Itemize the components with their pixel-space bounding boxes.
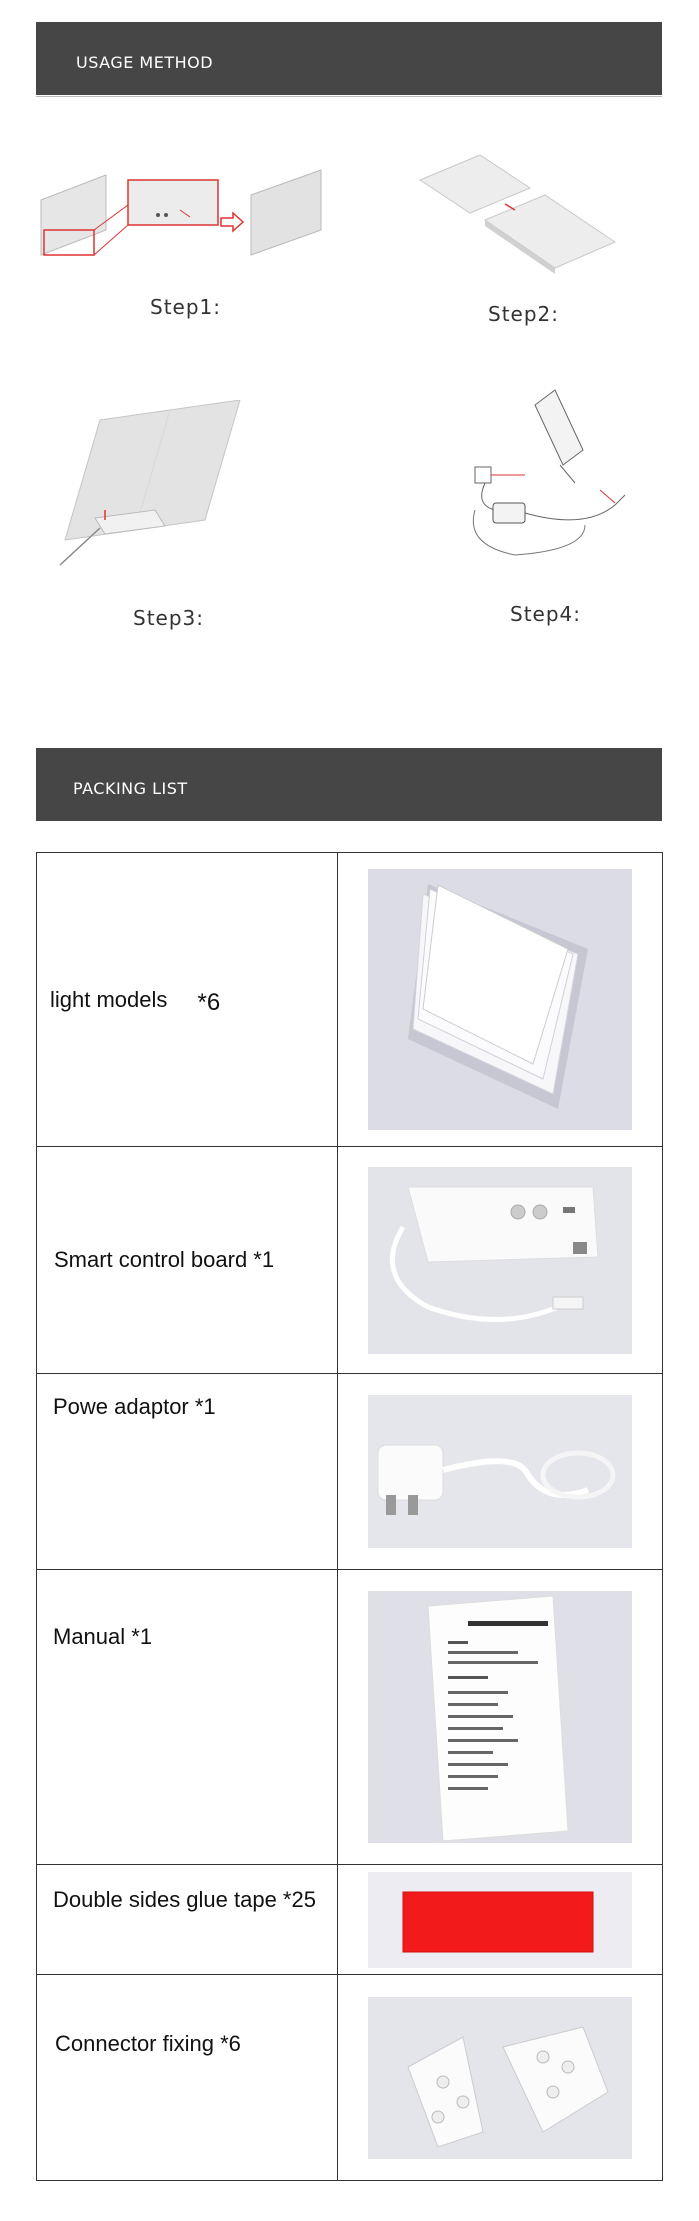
step4-illustration xyxy=(465,385,645,565)
item-name-cell xyxy=(37,853,338,1147)
item-image-cell xyxy=(337,1865,662,1975)
table-row xyxy=(37,853,663,1147)
item-name: Powe adaptor *1 xyxy=(53,1394,216,1419)
control-board-photo xyxy=(368,1167,632,1354)
packing-list-banner xyxy=(36,748,662,821)
stacked-panels-illustration xyxy=(368,869,632,1130)
manual-photo xyxy=(368,1591,632,1843)
item-name-cell xyxy=(37,1147,338,1374)
step3-illustration xyxy=(55,400,255,580)
usage-method-title: USAGE METHOD xyxy=(76,53,214,72)
step1-label: Step1: xyxy=(150,295,221,319)
table-row xyxy=(37,1147,663,1374)
step1-illustration xyxy=(36,160,336,270)
item-image-cell xyxy=(337,1374,662,1570)
packing-table xyxy=(36,852,663,2181)
control-board-illustration xyxy=(368,1167,632,1354)
table-row xyxy=(37,1975,663,2181)
glue-tape-illustration xyxy=(368,1872,632,1968)
item-name-cell xyxy=(37,1570,338,1865)
table-row xyxy=(37,1374,663,1570)
item-name-cell xyxy=(37,1374,338,1570)
item-name: light models xyxy=(50,986,168,1012)
step2-label: Step2: xyxy=(488,302,559,326)
stacked-panels-photo xyxy=(368,869,632,1130)
packing-list-title: PACKING LIST xyxy=(73,779,188,798)
usage-method-banner xyxy=(36,22,662,95)
power-adaptor-illustration xyxy=(368,1395,632,1548)
power-adaptor-photo xyxy=(368,1395,632,1548)
item-name: Double sides glue tape *25 xyxy=(53,1887,316,1912)
step4-label: Step4: xyxy=(510,602,581,626)
item-image-cell xyxy=(337,853,662,1147)
connector-photo xyxy=(368,1997,632,2159)
item-name-cell xyxy=(37,1975,338,2181)
item-name: Smart control board *1 xyxy=(54,1247,275,1272)
connector-illustration xyxy=(368,1997,632,2159)
glue-tape-photo xyxy=(368,1872,632,1968)
item-name: Manual *1 xyxy=(53,1624,153,1649)
item-name-cell xyxy=(37,1865,338,1975)
table-row xyxy=(37,1865,663,1975)
step3-label: Step3: xyxy=(133,606,204,630)
step2-illustration xyxy=(415,150,625,285)
item-image-cell xyxy=(337,1147,662,1374)
table-row xyxy=(37,1570,663,1865)
item-image-cell xyxy=(337,1570,662,1865)
manual-illustration xyxy=(368,1591,632,1843)
item-name: Connector fixing *6 xyxy=(55,2031,241,2056)
item-count: *6 xyxy=(197,988,221,1016)
item-image-cell xyxy=(337,1975,662,2181)
